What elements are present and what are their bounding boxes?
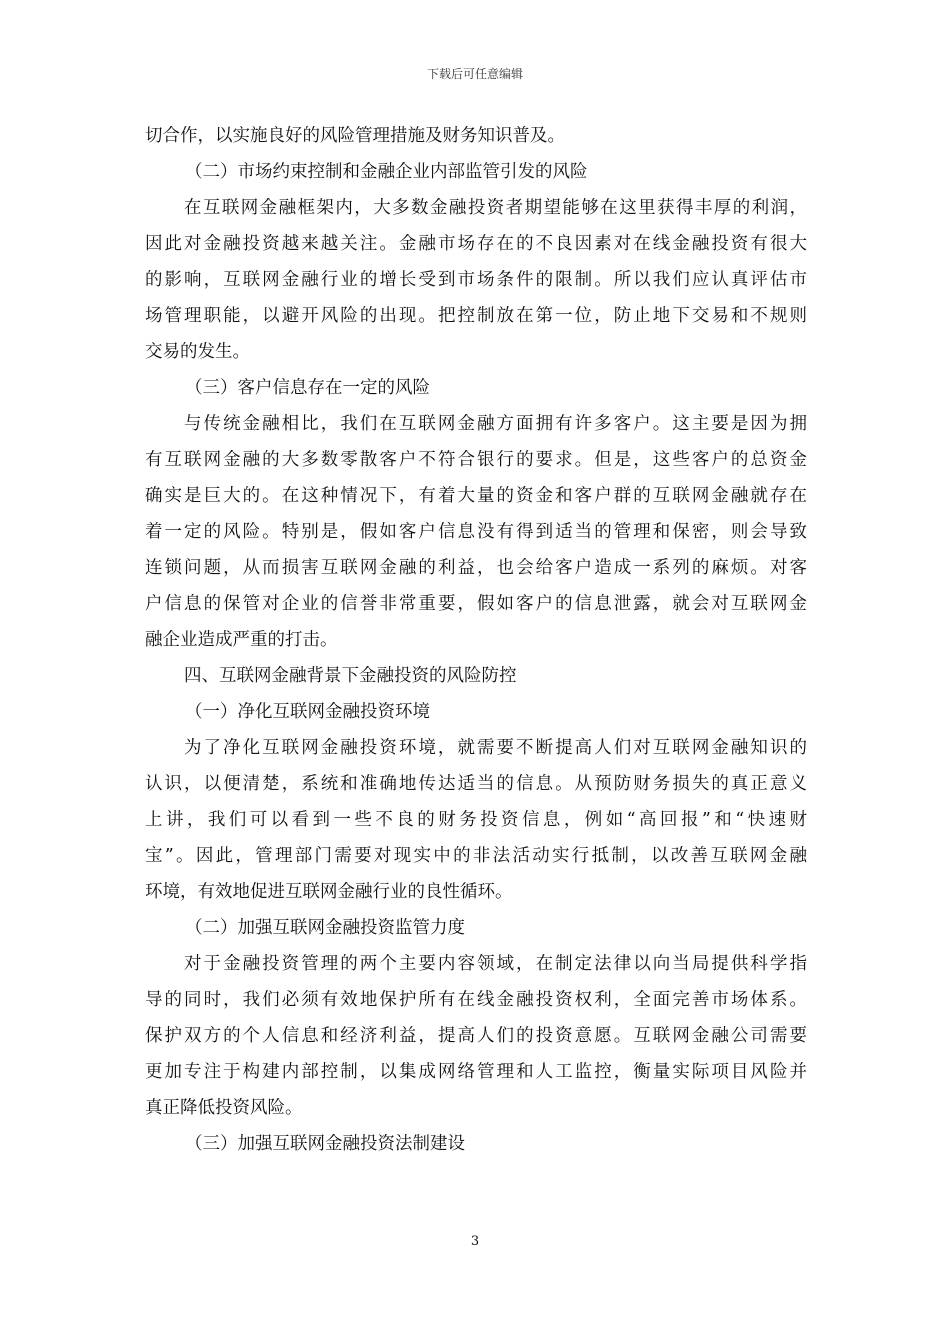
paragraph-line: 真正降低投资风险。 (145, 1098, 303, 1118)
paragraph-line: 与传统金融相比，我们在互联网金融方面拥有许多客户。这主要是因为拥 (184, 414, 807, 434)
paragraph-line: 有互联网金融的大多数零散客户不符合银行的要求。但是，这些客户的总资金 (145, 450, 807, 470)
paragraph-line: 宝”。因此，管理部门需要对现实中的非法活动实行抵制，以改善互联网金融 (145, 846, 807, 866)
section-heading: （三）客户信息存在一定的风险 (185, 378, 430, 398)
paragraph-line: 因此对金融投资越来越关注。金融市场存在的不良因素对在线金融投资有很大 (145, 234, 807, 254)
paragraph-line: 上讲，我们可以看到一些不良的财务投资信息，例如“高回报”和“快速财 (145, 810, 807, 830)
paragraph-line: 确实是巨大的。在这种情况下，有着大量的资金和客户群的互联网金融就存在 (145, 486, 807, 506)
paragraph-line: 户信息的保管对企业的信誉非常重要，假如客户的信息泄露，就会对互联网金 (145, 594, 807, 614)
paragraph-line: 保护双方的个人信息和经济利益，提高人们的投资意愿。互联网金融公司需要 (145, 1026, 807, 1046)
paragraph-line: 对于金融投资管理的两个主要内容领域，在制定法律以向当局提供科学指 (184, 954, 807, 974)
section-heading: （三）加强互联网金融投资法制建设 (185, 1134, 465, 1154)
paragraph-line: 导的同时，我们必须有效地保护所有在线金融投资权利，全面完善市场体系。 (145, 990, 807, 1010)
paragraph-line: 认识，以便清楚，系统和准确地传达适当的信息。从预防财务损失的真正意义 (145, 774, 807, 794)
paragraph-line: 为了净化互联网金融投资环境，就需要不断提高人们对互联网金融知识的 (184, 738, 807, 758)
paragraph-line: 场管理职能，以避开风险的出现。把控制放在第一位，防止地下交易和不规则 (145, 306, 807, 326)
section-heading: （一）净化互联网金融投资环境 (185, 702, 430, 722)
paragraph-line: 连锁问题，从而损害互联网金融的利益，也会给客户造成一系列的麻烦。对客 (145, 558, 807, 578)
page-number: 3 (470, 1234, 480, 1249)
document-body (145, 118, 807, 1162)
paragraph-line: 交易的发生。 (145, 342, 250, 362)
paragraph-line: 更加专注于构建内部控制，以集成网络管理和人工监控，衡量实际项目风险并 (145, 1062, 807, 1082)
paragraph-line: 的影响，互联网金融行业的增长受到市场条件的限制。所以我们应认真评估市 (145, 270, 807, 290)
paragraph-line: 切合作，以实施良好的风险管理措施及财务知识普及。 (145, 126, 565, 146)
paragraph-line: 融企业造成严重的打击。 (145, 630, 338, 650)
section-heading: （二）市场约束控制和金融企业内部监管引发的风险 (185, 162, 588, 182)
page-header: 下载后可任意编辑 (426, 67, 523, 81)
section-heading: （二）加强互联网金融投资监管力度 (185, 918, 465, 938)
paragraph-line: 环境，有效地促进互联网金融行业的良性循环。 (145, 882, 513, 902)
paragraph-line: 在互联网金融框架内，大多数金融投资者期望能够在这里获得丰厚的利润， (184, 198, 807, 218)
paragraph-line: 着一定的风险。特别是，假如客户信息没有得到适当的管理和保密，则会导致 (145, 522, 807, 542)
chapter-heading: 四、互联网金融背景下金融投资的风险防控 (184, 666, 517, 686)
